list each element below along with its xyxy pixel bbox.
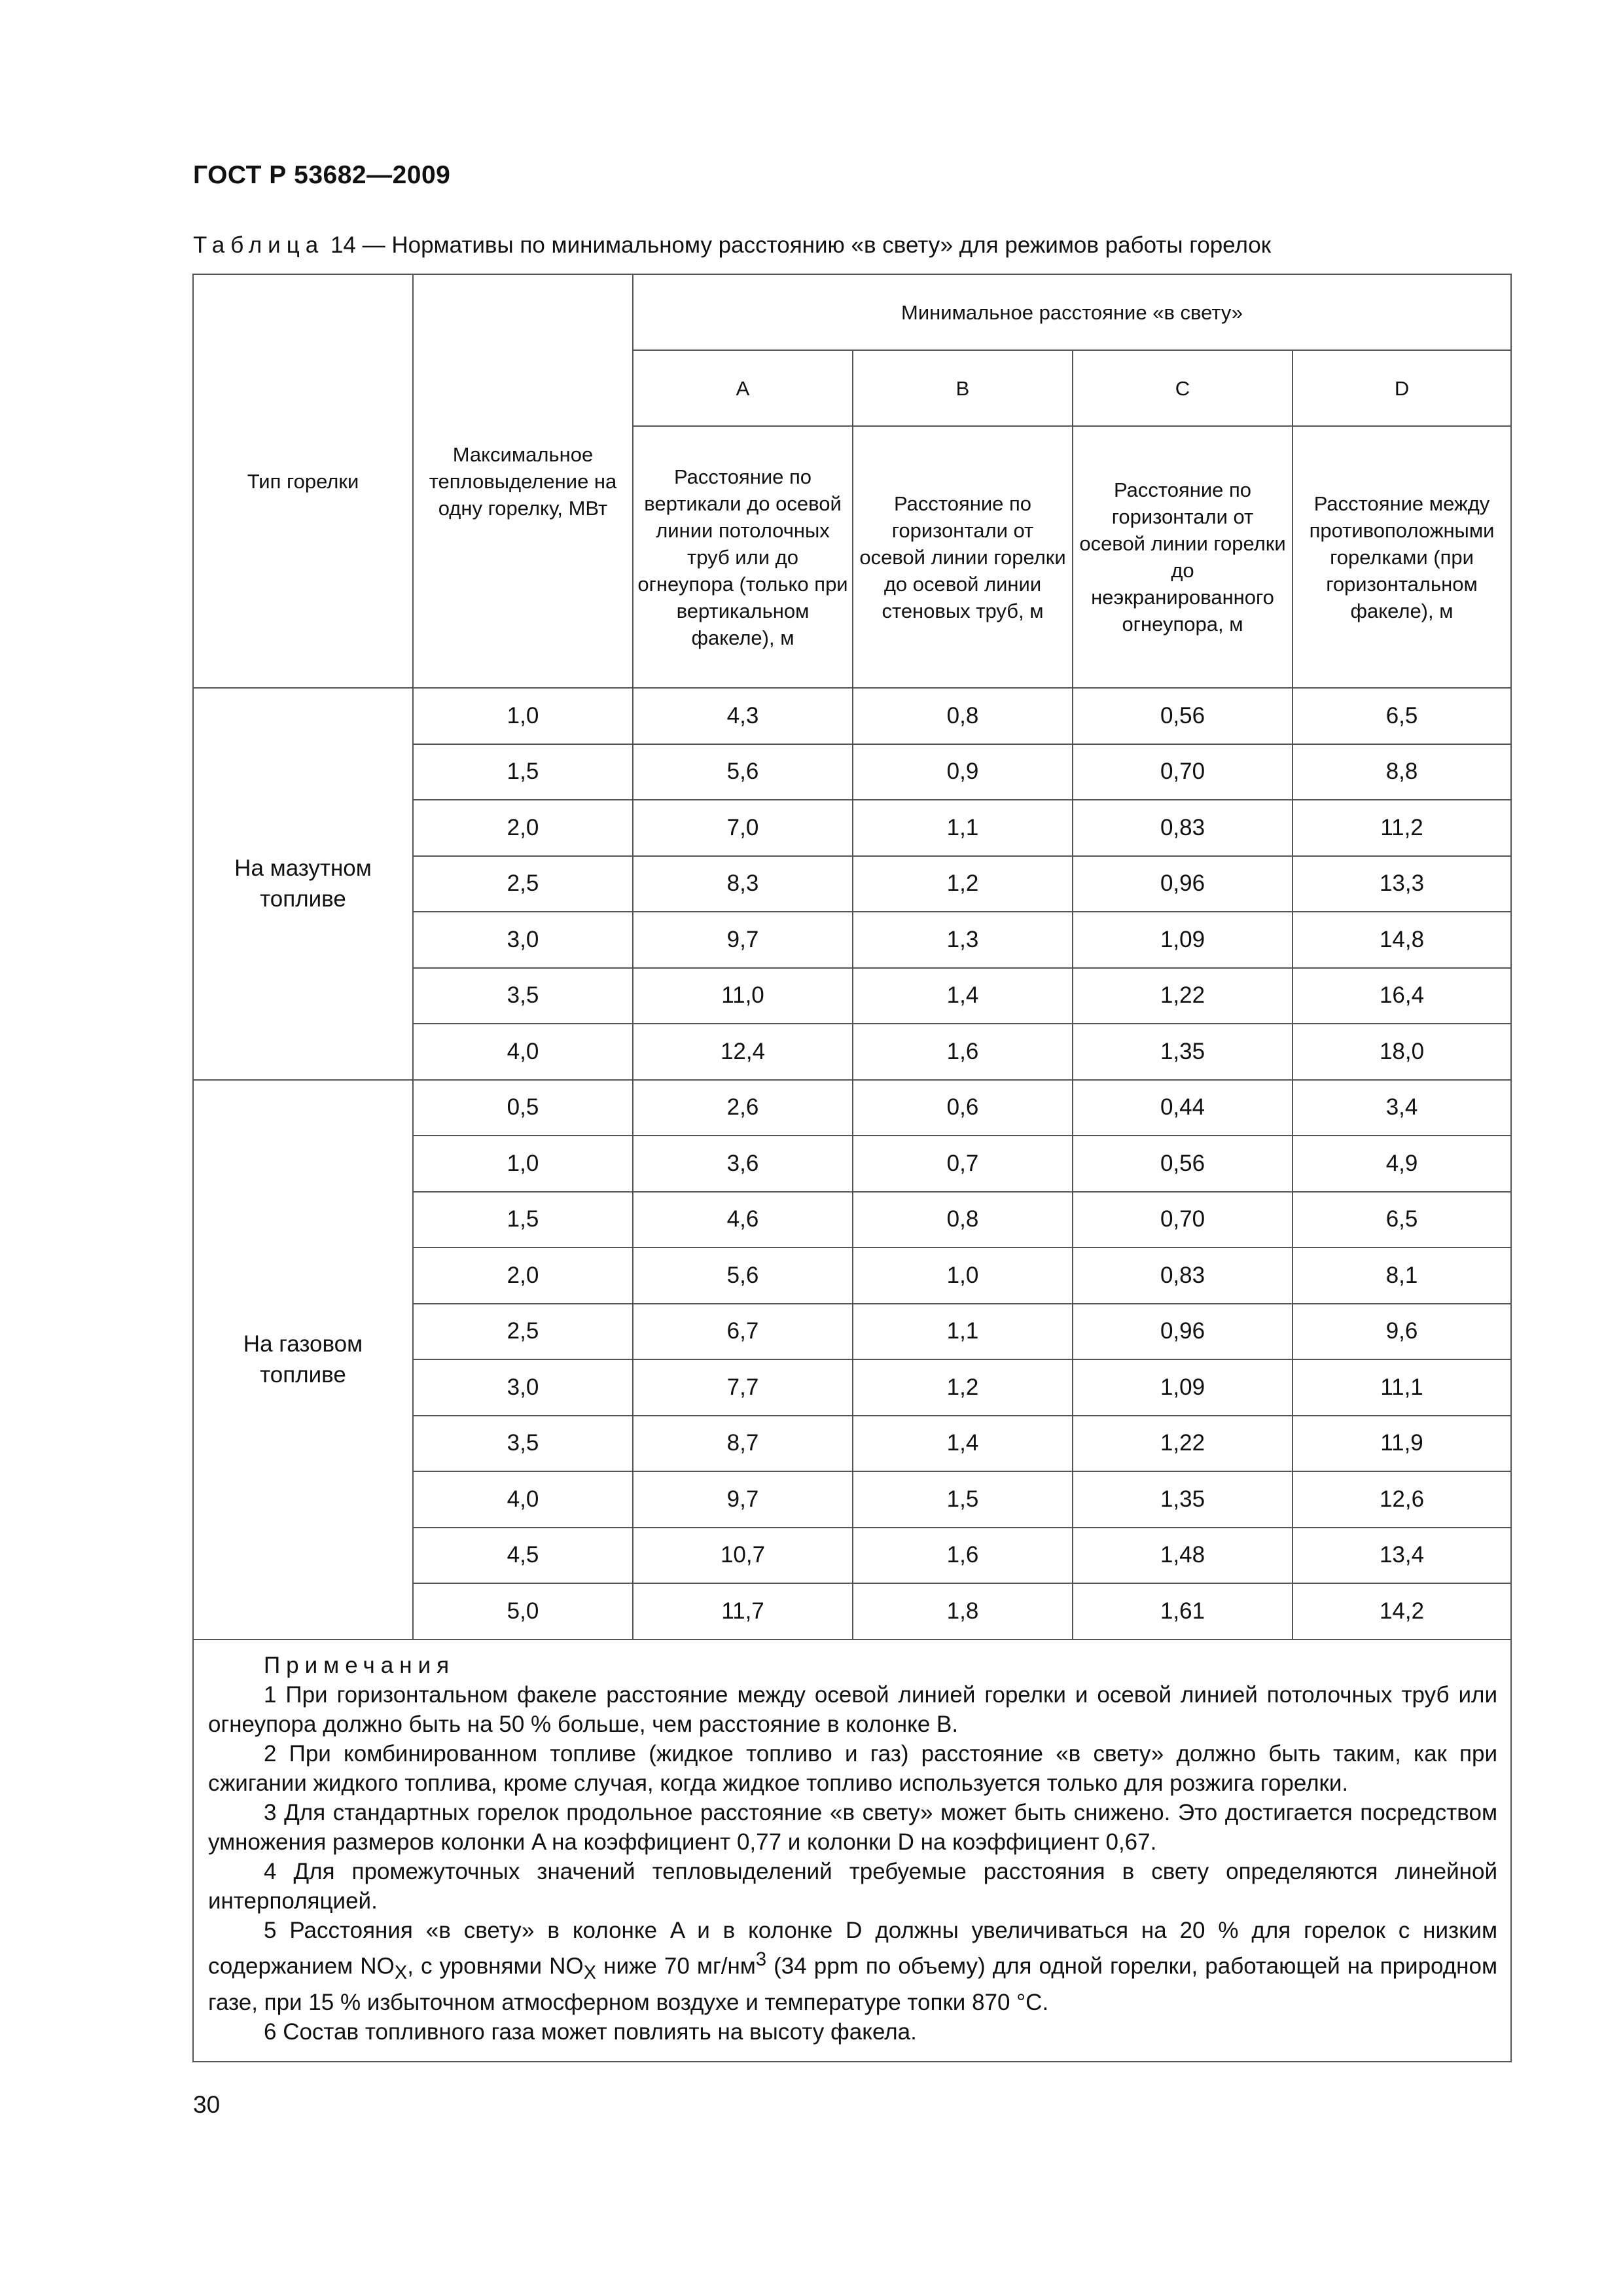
note-5-text: (34 ppm по объему) для одной горелки, работающей на природном газе, при 15 % избыточном атмосферном воздухе и температуре топки 870 °С. [208,1953,1498,2016]
table-cell: 2,0 [413,1247,633,1304]
table-cell: 1,35 [1073,1471,1293,1528]
table-cell: 10,7 [633,1528,853,1584]
table-cell: 0,96 [1073,856,1293,912]
header-desc-c: Расстояние по горизонтали от осевой линии горелки до неэкранированного огнеупора, м [1073,426,1293,688]
note-4: 4 Для промежуточных значений тепловыделений требуемые расстояния в свету определяются линейной интерполяцией. [208,1858,1498,1914]
table-cell: 4,5 [413,1528,633,1584]
caption-number: 14 [330,232,356,258]
table-cell: 1,4 [853,1416,1073,1472]
header-desc-d: Расстояние между противоположными горелками (при горизонтальном факеле), м [1293,426,1511,688]
header-min-distance: Минимальное расстояние «в свету» [633,274,1511,350]
table-cell: 0,56 [1073,1136,1293,1192]
table-cell: 1,5 [413,1192,633,1248]
table-cell: 2,5 [413,1304,633,1360]
table-cell: 11,1 [1293,1359,1511,1416]
table-cell: 8,1 [1293,1247,1511,1304]
table-cell: 13,4 [1293,1528,1511,1584]
note-6: 6 Состав топливного газа может повлиять на высоту факела. [264,2019,917,2045]
table-cell: 5,6 [633,1247,853,1304]
table-cell: 1,0 [853,1247,1073,1304]
table-cell: 0,6 [853,1080,1073,1136]
document-header: ГОСТ Р 53682—2009 [193,161,451,189]
table-cell: 12,6 [1293,1471,1511,1528]
table-cell: 1,5 [413,744,633,800]
table-cell: 11,2 [1293,800,1511,856]
table-cell: 4,0 [413,1024,633,1080]
header-desc-b: Расстояние по горизонтали от осевой линии горелки до осевой линии стеновых труб, м [853,426,1073,688]
table-cell: 3,5 [413,968,633,1024]
table-cell: 2,6 [633,1080,853,1136]
table-cell: 14,2 [1293,1583,1511,1640]
table-cell: 13,3 [1293,856,1511,912]
table-cell: 1,48 [1073,1528,1293,1584]
table-cell: 8,7 [633,1416,853,1472]
table-cell: 1,6 [853,1528,1073,1584]
table-cell: 2,0 [413,800,633,856]
table-cell: 2,5 [413,856,633,912]
header-col-c: C [1073,350,1293,426]
table-cell: 16,4 [1293,968,1511,1024]
table-cell: 1,1 [853,800,1073,856]
table-cell: 7,7 [633,1359,853,1416]
note-3: 3 Для стандартных горелок продольное расстояние «в свету» может быть снижено. Это достигается посредством умножения размеров колонки A на коэффициент 0,77 и колонки D на коэффициент 0,67. [208,1799,1498,1855]
table-cell: 6,5 [1293,688,1511,744]
table-cell: 4,3 [633,688,853,744]
table-cell: 9,7 [633,1471,853,1528]
table-cell: 0,70 [1073,744,1293,800]
table-cell: 0,83 [1073,800,1293,856]
table-cell: 1,6 [853,1024,1073,1080]
page-number: 30 [193,2091,221,2118]
caption-text: — Нормативы по минимальному расстоянию «в свету» для режимов работы горелок [355,232,1272,258]
table-cell: 1,61 [1073,1583,1293,1640]
table-row [193,688,1511,744]
table-cell: 11,0 [633,968,853,1024]
table-cell: 1,5 [853,1471,1073,1528]
note-5-subscript: X [583,1962,597,1984]
table-cell: 12,4 [633,1024,853,1080]
table-caption [193,232,1271,259]
table-cell: 6,5 [1293,1192,1511,1248]
table-cell: 3,5 [413,1416,633,1472]
table-cell: 0,70 [1073,1192,1293,1248]
notes-title: Примечания [264,1652,455,1678]
table-cell: 1,35 [1073,1024,1293,1080]
group-label: На мазутном топливе [193,688,413,1080]
header-burner-type: Тип горелки [193,274,413,688]
table-cell: 0,8 [853,688,1073,744]
table-cell: 1,09 [1073,1359,1293,1416]
table-cell: 5,0 [413,1583,633,1640]
table-cell: 1,22 [1073,1416,1293,1472]
table-cell: 0,8 [853,1192,1073,1248]
caption-label: Таблица [193,232,325,258]
table-cell: 11,7 [633,1583,853,1640]
table-cell: 5,6 [633,744,853,800]
table-cell: 3,0 [413,912,633,968]
table-cell: 8,3 [633,856,853,912]
note-5 [208,1916,1497,2018]
table-cell: 11,9 [1293,1416,1511,1472]
header-col-b: B [853,350,1073,426]
table-cell: 18,0 [1293,1024,1511,1080]
table-cell: 0,56 [1073,688,1293,744]
note-5-text: ниже 70 мг/нм [596,1953,756,1979]
table-cell: 4,0 [413,1471,633,1528]
table-cell: 0,9 [853,744,1073,800]
table-cell: 8,8 [1293,744,1511,800]
header-col-d: D [1293,350,1511,426]
table-cell: 1,0 [413,1136,633,1192]
table-cell: 0,5 [413,1080,633,1136]
table-cell: 1,3 [853,912,1073,968]
table-cell: 1,0 [413,688,633,744]
table-cell: 1,8 [853,1583,1073,1640]
table-cell: 1,09 [1073,912,1293,968]
table-cell: 0,44 [1073,1080,1293,1136]
note-5-superscript: 3 [755,1948,767,1970]
table-row [193,1080,1511,1136]
header-max-heat: Максимальное тепловыделение на одну горелку, МВт [413,274,633,688]
table-cell: 1,22 [1073,968,1293,1024]
table-cell: 1,1 [853,1304,1073,1360]
table-cell: 3,6 [633,1136,853,1192]
table-cell: 9,6 [1293,1304,1511,1360]
note-5-text: 5 Расстояния «в свету» в колонке A и в колонке D должны увеличиваться на 20 % для горелок с низким содержанием NO [208,1917,1498,1979]
table-cell: 0,83 [1073,1247,1293,1304]
note-5-text: , с уровнями NO [407,1953,584,1979]
table-cell: 0,96 [1073,1304,1293,1360]
header-desc-a: Расстояние по вертикали до осевой линии потолочных труб или до огнеупора (только при вертикальном факеле), м [633,426,853,688]
table-cell: 3,0 [413,1359,633,1416]
note-2: 2 При комбинированном топливе (жидкое топливо и газ) расстояние «в свету» должно быть таким, как при сжигании жидкого топлива, кроме случая, когда жидкое топливо используется только для розжига горелки. [208,1740,1498,1796]
note-5-subscript: X [394,1962,408,1984]
table-cell: 0,7 [853,1136,1073,1192]
table-cell: 7,0 [633,800,853,856]
burner-distance-table [192,274,1512,2062]
table-cell: 3,4 [1293,1080,1511,1136]
table-cell: 14,8 [1293,912,1511,968]
table-cell: 9,7 [633,912,853,968]
table-cell: 4,9 [1293,1136,1511,1192]
note-1: 1 При горизонтальном факеле расстояние между осевой линией горелки и осевой линией потолочных труб или огнеупора должно быть на 50 % больше, чем расстояние в колонке B. [208,1681,1498,1737]
table-cell: 1,4 [853,968,1073,1024]
notes-block [193,1640,1511,2062]
table-cell: 1,2 [853,856,1073,912]
table-cell: 6,7 [633,1304,853,1360]
table-cell: 1,2 [853,1359,1073,1416]
table-cell: 4,6 [633,1192,853,1248]
header-col-a: A [633,350,853,426]
group-label: На газовом топливе [193,1080,413,1640]
